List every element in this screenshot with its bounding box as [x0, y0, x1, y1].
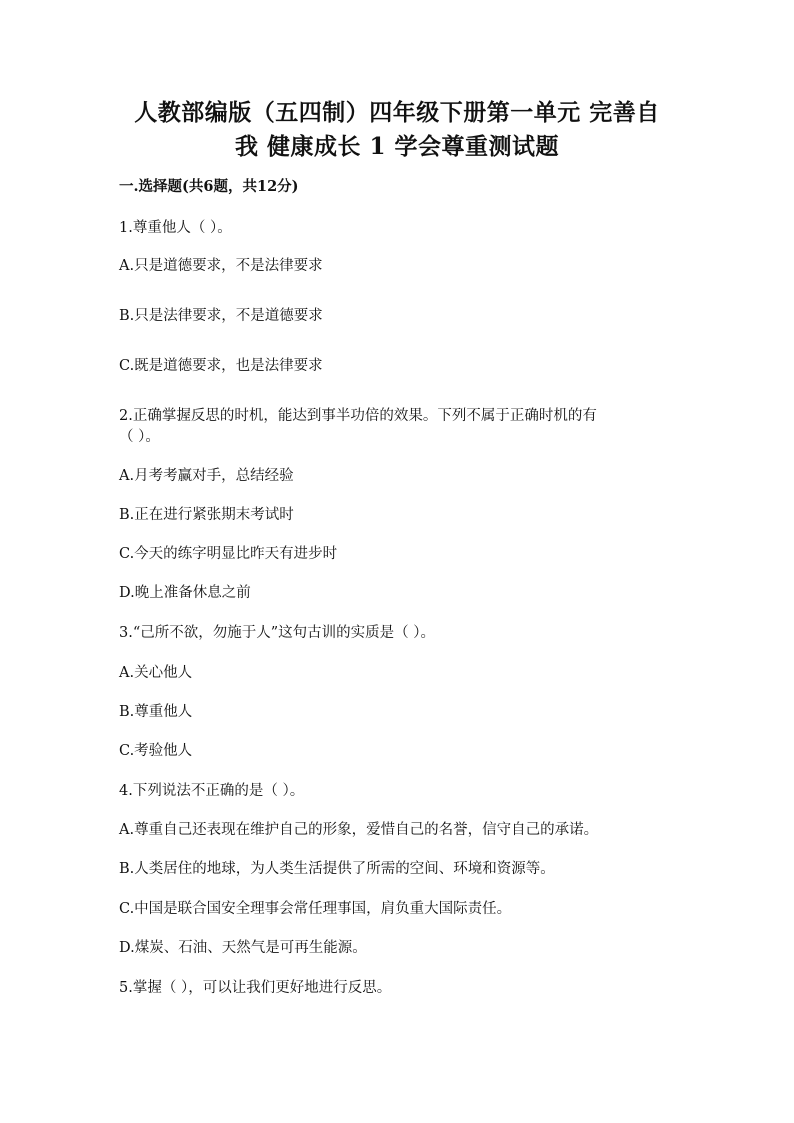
- question-3-option-c: C.考验他人: [119, 743, 193, 759]
- question-5-stem: 5.掌握（ ），可以让我们更好地进行反思。: [119, 980, 392, 996]
- document-title-line-1: 人教部编版（五四制）四年级下册第一单元 完善自: [134, 99, 660, 126]
- question-3-option-a: A.关心他人: [119, 665, 193, 681]
- question-1-option-a: A.只是道德要求，不是法律要求: [119, 258, 323, 274]
- section-heading: 一.选择题(共6题，共12分): [119, 178, 299, 195]
- document-title-line-2: 我 健康成长 1 学会尊重测试题: [234, 133, 560, 160]
- question-2-stem-line-1: 2.正确掌握反思的时机，能达到事半功倍的效果。下列不属于正确时机的有: [119, 408, 597, 424]
- question-1-option-b: B.只是法律要求，不是道德要求: [119, 308, 323, 324]
- question-2-option-b: B.正在进行紧张期末考试时: [119, 507, 294, 523]
- question-4-option-a: A.尊重自己还表现在维护自己的形象，爱惜自己的名誉，信守自己的承诺。: [119, 822, 599, 838]
- question-2-option-a: A.月考考赢对手，总结经验: [119, 468, 294, 484]
- question-2-stem-line-2: （ ）。: [119, 429, 160, 445]
- question-1-option-c: C.既是道德要求，也是法律要求: [119, 358, 323, 374]
- question-4-stem: 4.下列说法不正确的是（ ）。: [119, 783, 305, 799]
- question-3-option-b: B.尊重他人: [119, 704, 193, 720]
- question-3-stem: 3.“己所不欲，勿施于人”这句古训的实质是（ ）。: [119, 625, 436, 641]
- question-2-option-d: D.晚上准备休息之前: [119, 585, 251, 601]
- question-4-option-b: B.人类居住的地球，为人类生活提供了所需的空间、环境和资源等。: [119, 861, 555, 877]
- question-4-option-c: C.中国是联合国安全理事会常任理事国，肩负重大国际责任。: [119, 901, 512, 917]
- question-4-option-d: D.煤炭、石油、天然气是可再生能源。: [119, 940, 367, 956]
- question-1-stem: 1.尊重他人（ ）。: [119, 220, 232, 236]
- question-2-option-c: C.今天的练字明显比昨天有进步时: [119, 546, 338, 562]
